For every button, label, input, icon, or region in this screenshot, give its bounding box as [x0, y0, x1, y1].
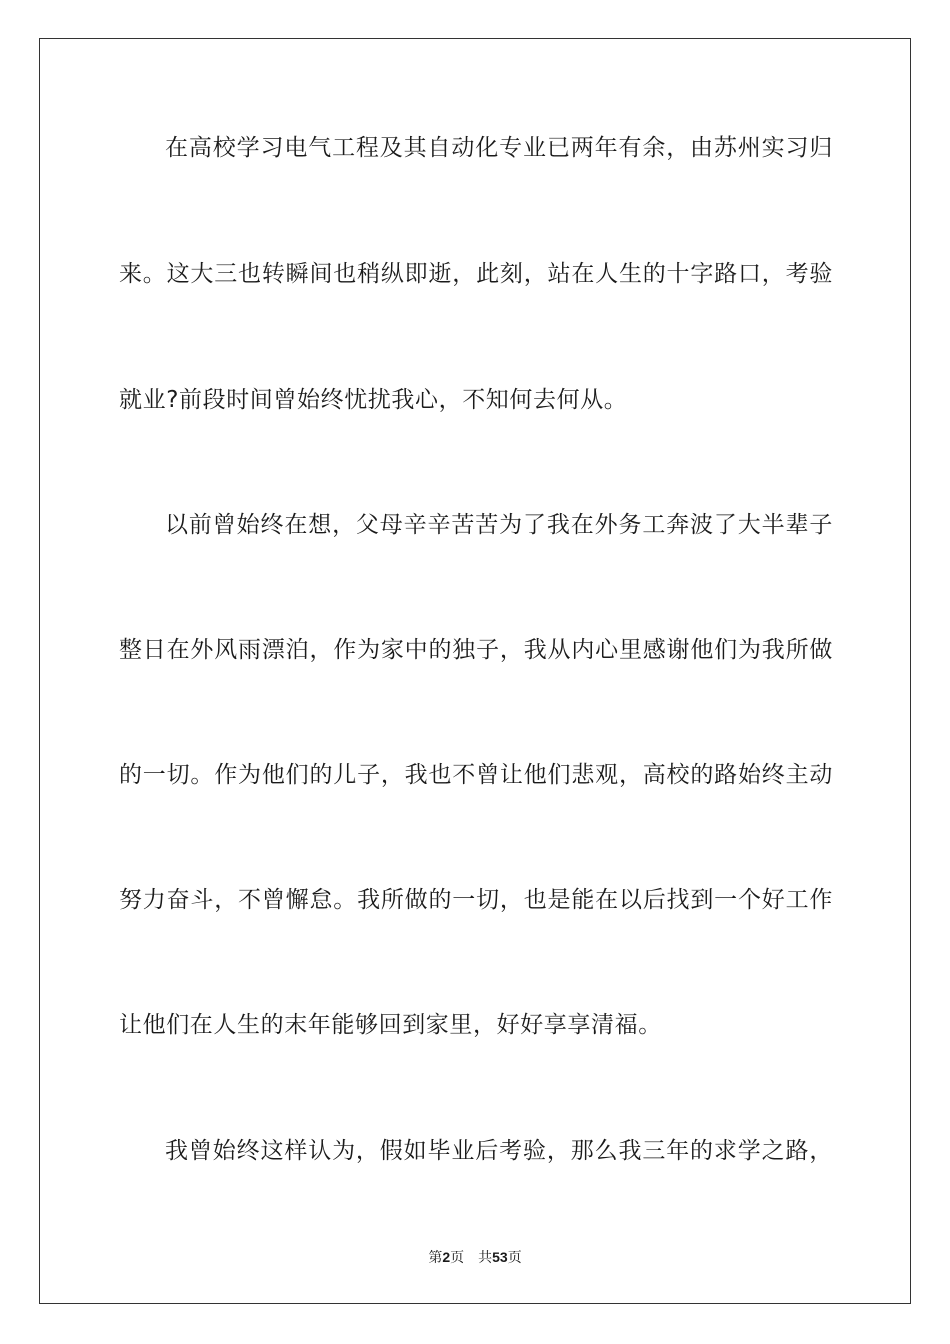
paragraph-2-line-4: 努力奋斗，不曾懈怠。我所做的一切，也是能在以后找到一个好工作 [119, 887, 833, 913]
paragraph-1-line-3: 就业?前段时间曾始终忧扰我心，不知何去何从。 [119, 387, 628, 413]
page-border [39, 38, 911, 1304]
page-number: 2 [442, 1249, 451, 1265]
paragraph-1-line-2: 来。这大三也转瞬间也稍纵即逝，此刻，站在人生的十字路口，考验 [119, 261, 833, 287]
paragraph-2-line-3: 的一切。作为他们的儿子，我也不曾让他们悲观，高校的路始终主动 [119, 762, 833, 788]
paragraph-1-line-1: 在高校学习电气工程及其自动化专业已两年有余，由苏州实习归 [165, 135, 833, 161]
page-prefix: 第 [428, 1250, 443, 1266]
paragraph-3-line-1: 我曾始终这样认为，假如毕业后考验，那么我三年的求学之路， [165, 1138, 833, 1164]
total-pages: 53 [492, 1249, 508, 1265]
paragraph-2-line-1: 以前曾始终在想，父母辛辛苦苦为了我在外务工奔波了大半辈子 [165, 512, 833, 538]
paragraph-2-line-2: 整日在外风雨漂泊，作为家中的独子，我从内心里感谢他们为我所做 [119, 637, 833, 663]
page-suffix: 页 [450, 1250, 465, 1266]
page-footer [0, 1248, 950, 1267]
paragraph-2-line-5: 让他们在人生的末年能够回到家里，好好享享清福。 [119, 1012, 662, 1038]
total-suffix: 页 [507, 1250, 522, 1266]
total-prefix: 共 [478, 1250, 493, 1266]
